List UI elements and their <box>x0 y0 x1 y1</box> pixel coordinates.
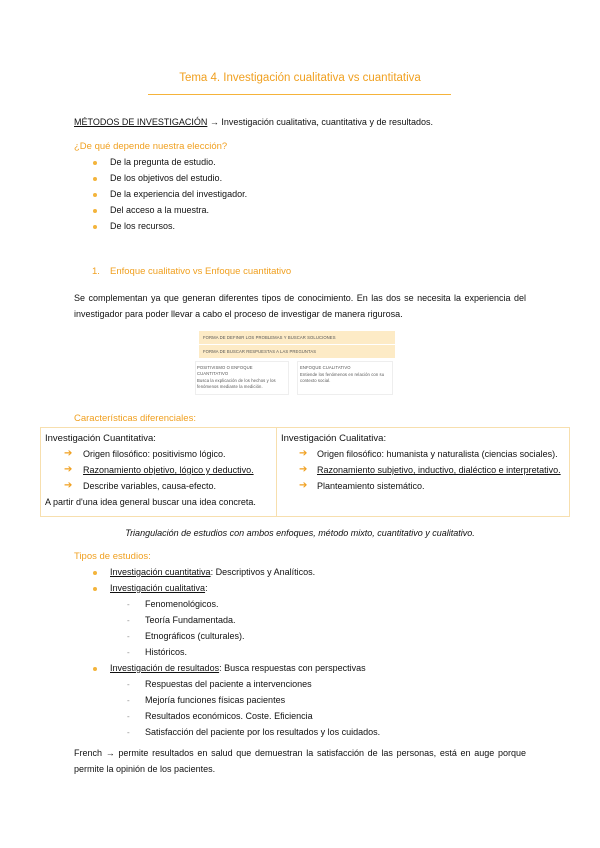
depende-item-3: De la experiencia del investigador. <box>110 189 248 199</box>
cualitativa-item-1: Origen filosófico: humanista y naturalista (ciencias sociales). <box>317 449 558 459</box>
cualitativa-item-3: Planteamiento sistemático. <box>317 481 425 491</box>
dash-icon: - <box>127 648 130 657</box>
arrow-right-icon: ➔ <box>64 448 73 459</box>
metodos-rest: → Investigación cualitativa, cuantitativa y de resultados. <box>207 117 433 127</box>
figure-right-text: Entiende los fenómenos en relación con su contexto social. <box>300 372 385 383</box>
arrow-right-icon: ➔ <box>299 480 308 491</box>
section1-paragraph: Se complementan ya que generan diferentes tipos de conocimiento. En las dos se necesita la experiencia del investigador para poder llevar a cabo el proceso de investigar de manera rigurosa. <box>74 293 526 319</box>
depende-item-1: De la pregunta de estudio. <box>110 157 216 167</box>
dash-icon: - <box>127 728 130 737</box>
resultados-sub-2: Mejoría funciones físicas pacientes <box>145 695 286 705</box>
dash-icon: - <box>127 696 130 705</box>
resultados-sub-3: Resultados económicos. Coste. Eficiencia <box>145 711 313 721</box>
tipos-cuantitativa-rest: : Descriptivos y Analíticos. <box>210 567 316 577</box>
triangulacion-note: Triangulación de estudios con ambos enfoques, método mixto, cuantitativo y cualitativo. <box>125 528 475 538</box>
tipos-cualitativa <box>110 583 208 593</box>
title-underline <box>148 94 451 95</box>
tipos-resultados-label: Investigación de resultados <box>110 663 220 673</box>
figure-band-2-text: FORMA DE BUSCAR RESPUESTAS A LAS PREGUNTAS <box>203 349 317 354</box>
cualitativa-item-2: Razonamiento subjetivo, inductivo, dialéctico e interpretativo. <box>317 465 561 475</box>
bullet-icon <box>93 571 97 575</box>
figure-right-title: ENFOQUE CUALITATIVO <box>300 365 351 370</box>
arrow-right-icon: ➔ <box>64 464 73 475</box>
caracteristicas-heading: Características diferenciales: <box>74 413 196 424</box>
bullet-icon <box>93 177 97 181</box>
dash-icon: - <box>127 616 130 625</box>
cualitativa-sub-1: Fenomenológicos. <box>145 599 219 609</box>
bullet-icon <box>93 209 97 213</box>
cuantitativa-item-1: Origen filosófico: positivismo lógico. <box>83 449 226 459</box>
bullet-icon <box>93 587 97 591</box>
depende-item-2: De los objetivos del estudio. <box>110 173 223 183</box>
resultados-sub-1: Respuestas del paciente a intervenciones <box>145 679 312 689</box>
cuantitativa-note: A partir d'una idea general buscar una idea concreta. <box>45 497 256 507</box>
cualitativa-sub-2: Teoría Fundamentada. <box>145 615 236 625</box>
section1-heading: Enfoque cualitativo vs Enfoque cuantitativo <box>110 266 292 277</box>
arrow-right-icon: ➔ <box>299 464 308 475</box>
resultados-sub-4: Satisfacción del paciente por los resultados y los cuidados. <box>145 727 381 737</box>
tipos-cualitativa-label: Investigación cualitativa <box>110 583 206 593</box>
tipos-resultados-rest: : Busca respuestas con perspectivas <box>219 663 366 673</box>
comparison-divider <box>276 428 277 516</box>
cuantitativa-item-3: Describe variables, causa-efecto. <box>83 481 217 491</box>
arrow-right-icon: ➔ <box>299 448 308 459</box>
french-paragraph: French → permite resultados en salud que demuestran la satisfacción de las personas, está en auge porque permite la opinión de los pacientes. <box>74 748 526 774</box>
section1-number: 1. <box>92 266 100 277</box>
cualitativa-sub-4: Históricos. <box>145 647 188 657</box>
page-title: Tema 4. Investigación cualitativa vs cuantitativa <box>179 72 421 84</box>
cuantitativa-item-2: Razonamiento objetivo, lógico y deductivo. <box>83 465 254 475</box>
metodos-line <box>74 117 433 127</box>
bullet-icon <box>93 193 97 197</box>
figure-left-title: POSITIVISMO O ENFOQUE CUANTITATIVO <box>197 365 253 376</box>
metodos-label: MÉTODOS DE INVESTIGACIÓN <box>74 117 208 127</box>
dash-icon: - <box>127 680 130 689</box>
tipos-heading: Tipos de estudios: <box>74 551 151 562</box>
cualitativa-title: Investigación Cualitativa: <box>281 433 387 444</box>
dash-icon: - <box>127 632 130 641</box>
tipos-cuantitativa <box>110 567 315 577</box>
dash-icon: - <box>127 712 130 721</box>
depende-heading: ¿De qué depende nuestra elección? <box>74 141 228 152</box>
cuantitativa-title: Investigación Cuantitativa: <box>45 433 156 444</box>
arrow-right-icon: ➔ <box>64 480 73 491</box>
figure-left-text: Busca la explicación de los hechos y los fenómenos mediante la medición. <box>197 378 276 389</box>
depende-item-5: De los recursos. <box>110 221 176 231</box>
bullet-icon <box>93 161 97 165</box>
depende-item-4: Del acceso a la muestra. <box>110 205 210 215</box>
bullet-icon <box>93 667 97 671</box>
tipos-cuantitativa-label: Investigación cuantitativa <box>110 567 211 577</box>
figure-band-1-text: FORMA DE DEFINIR LOS PROBLEMAS Y BUSCAR SOLUCIONES <box>203 335 336 340</box>
cualitativa-sub-3: Etnográficos (culturales). <box>145 631 245 641</box>
dash-icon: - <box>127 600 130 609</box>
tipos-cualitativa-rest: : <box>205 583 208 593</box>
bullet-icon <box>93 225 97 229</box>
tipos-resultados <box>110 663 366 673</box>
